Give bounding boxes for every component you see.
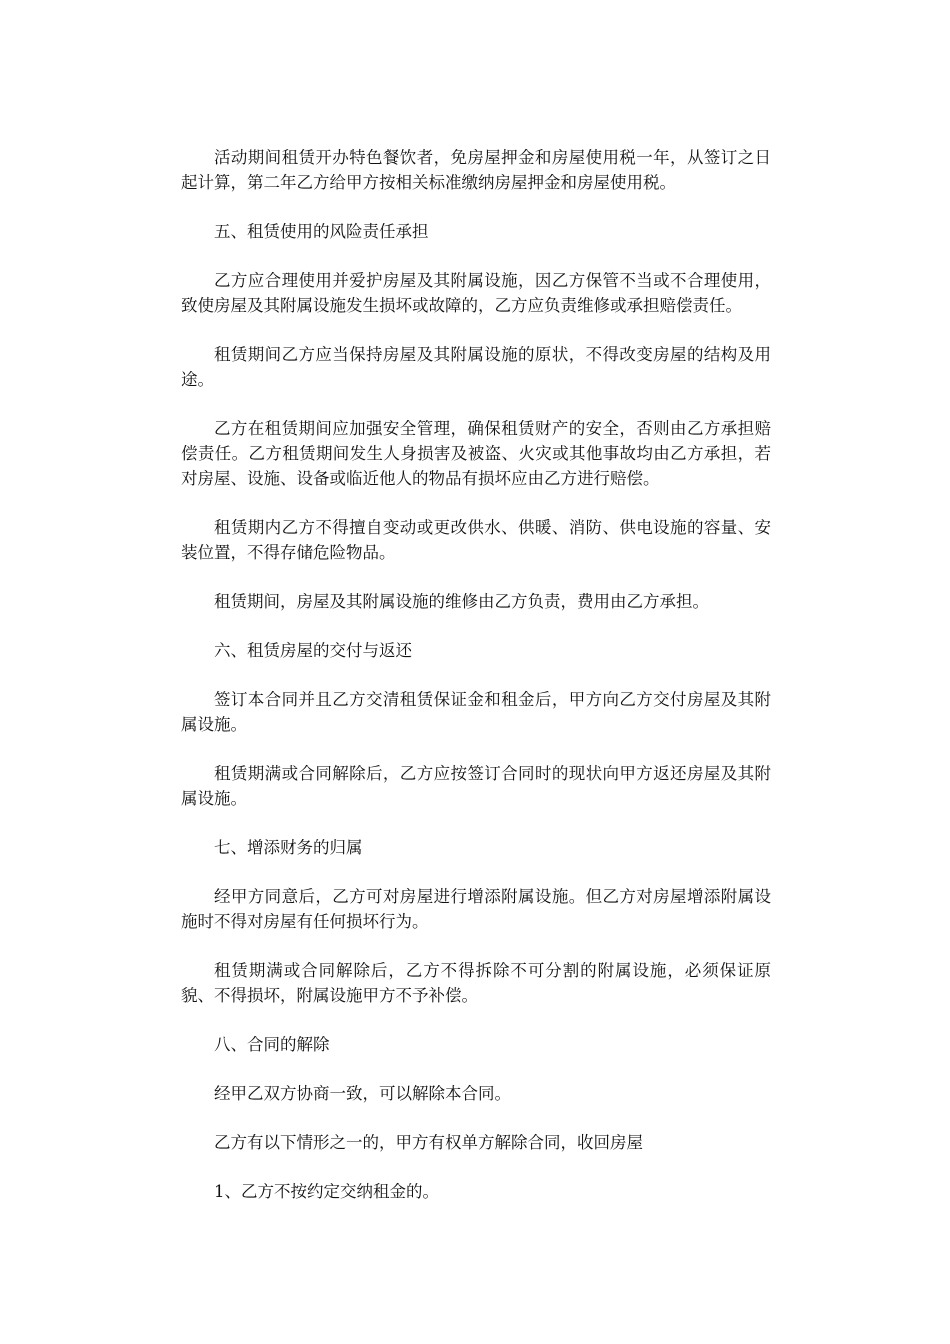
section-heading-termination: 八、合同的解除 bbox=[214, 1035, 330, 1054]
paragraph-delivery: 签订本合同并且乙方交清租赁保证金和租金后，甲方向乙方交付房屋及其附属设施。 bbox=[181, 690, 771, 734]
paragraph-mutual-termination: 经甲乙双方协商一致，可以解除本合同。 bbox=[214, 1084, 511, 1103]
paragraph-safety-management: 乙方在租赁期间应加强安全管理，确保租赁财产的安全，否则由乙方承担赔偿责任。乙方租赁期间发生人身损害及被盗、火灾或其他事故均由乙方承担，若对房屋、设施、设备或临近他人的物品有损坏应由乙方进行赔偿。 bbox=[181, 419, 771, 488]
paragraph-keep-original-state: 租赁期间乙方应当保持房屋及其附属设施的原状，不得改变房屋的结构及用途。 bbox=[181, 345, 771, 389]
document-body bbox=[181, 145, 771, 1204]
section-heading-added-property: 七、增添财务的归属 bbox=[214, 838, 363, 857]
paragraph-add-facilities: 经甲方同意后，乙方可对房屋进行增添附属设施。但乙方对房屋增添附属设施时不得对房屋有任何损坏行为。 bbox=[181, 887, 771, 931]
paragraph-unilateral-termination: 乙方有以下情形之一的，甲方有权单方解除合同，收回房屋 bbox=[214, 1133, 643, 1152]
paragraph-return: 租赁期满或合同解除后，乙方应按签订合同时的现状向甲方返还房屋及其附属设施。 bbox=[181, 764, 771, 808]
paragraph-no-removal: 租赁期满或合同解除后，乙方不得拆除不可分割的附属设施，必须保证原貌、不得损坏，附属设施甲方不予补偿。 bbox=[181, 961, 771, 1005]
paragraph-catering-exemption: 活动期间租赁开办特色餐饮者，免房屋押金和房屋使用税一年，从签订之日起计算，第二年乙方给甲方按相关标准缴纳房屋押金和房屋使用税。 bbox=[181, 148, 771, 192]
paragraph-maintenance: 租赁期间，房屋及其附属设施的维修由乙方负责，费用由乙方承担。 bbox=[214, 592, 709, 611]
section-heading-delivery-return: 六、租赁房屋的交付与返还 bbox=[214, 641, 412, 660]
section-heading-risk-liability: 五、租赁使用的风险责任承担 bbox=[214, 222, 429, 241]
paragraph-no-alteration: 租赁期内乙方不得擅自变动或更改供水、供暖、消防、供电设施的容量、安装位置，不得存储危险物品。 bbox=[181, 518, 771, 562]
paragraph-proper-use: 乙方应合理使用并爱护房屋及其附属设施，因乙方保管不当或不合理使用，致使房屋及其附属设施发生损坏或故障的，乙方应负责维修或承担赔偿责任。 bbox=[181, 271, 771, 315]
list-item-rent-default: 1、乙方不按约定交纳租金的。 bbox=[214, 1182, 439, 1201]
